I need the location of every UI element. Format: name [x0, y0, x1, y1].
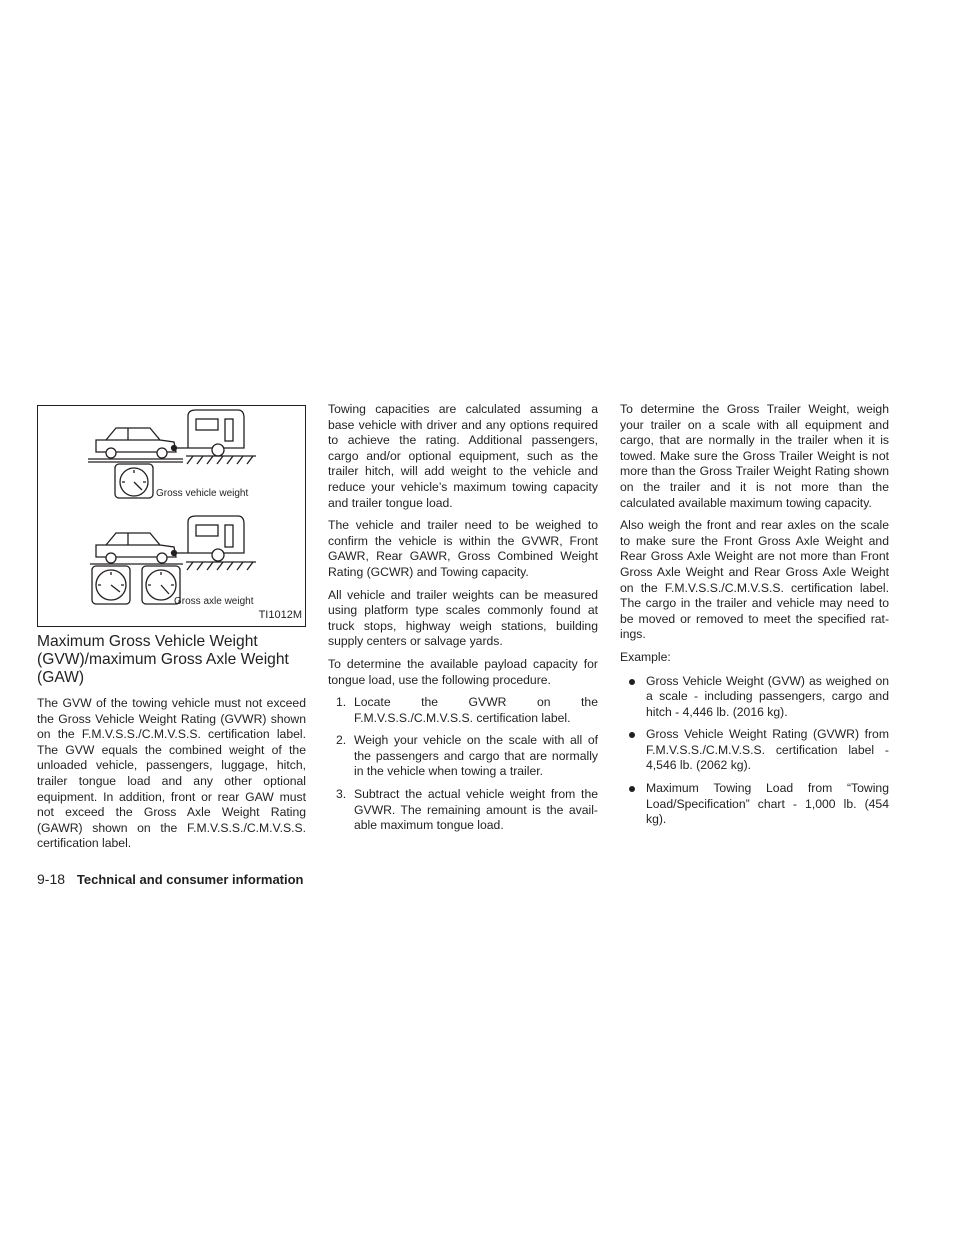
paragraph: To determine the Gross Trailer Weight, weigh your trailer on a scale with all equipment and cargo, that are normally in the trailer when it is towed. Make sure the Gross Trailer Weight is not more than the Gross Trailer Weight Rating shown on the trailer and it is not more than the calculated available maximum towing capacity.: [620, 402, 889, 510]
middle-column: [328, 402, 598, 841]
list-item: [328, 787, 598, 834]
paragraph: The GVW of the towing vehicle must not exceed the Gross Vehicle Weight Rating (GVWR) shown on the F.M.V.S.S./C.M.V.S.S. certification label. The GVW equals the combined weight of the unloaded vehicle, passengers, luggage, hitch, trailer tongue load and any other optional equipment. In addition, front or rear GAW must not exceed the Gross Axle Weight Rating (GAWR) shown on the F.M.V.S.S./C.M.V.S.S. certification label.: [37, 696, 306, 851]
page-number: 9-18: [37, 871, 66, 887]
section-name: Technical and consumer information: [76, 872, 304, 887]
list-item: [620, 727, 889, 774]
step-number: 3.: [336, 787, 347, 802]
section-title: Maximum Gross Vehicle Weight (GVW)/maximum Gross Axle Weight (GAW): [37, 633, 289, 686]
right-column: [620, 402, 889, 835]
bullet-icon: [629, 732, 635, 738]
example-label: Example:: [620, 649, 671, 664]
example-list: [620, 674, 889, 828]
bullet-text: Maximum Towing Load from “Towing Load/Specification” chart - 1,000 lb. (454 kg).: [646, 781, 889, 827]
procedure-steps: [328, 695, 598, 834]
step-text: Weigh your vehicle on the scale with all of the passengers and cargo that are normally in the vehicle when towing a trailer.: [354, 733, 598, 779]
list-item: [620, 781, 889, 828]
list-item: [620, 674, 889, 721]
weighing-illustration: [37, 405, 306, 627]
gross-vehicle-weight-label: Gross vehicle weight: [156, 488, 249, 499]
figure-id: TI1012M: [258, 609, 302, 622]
paragraph: The vehicle and trailer need to be weighed to confirm the vehicle is within the GVWR, Front GAWR, Rear GAWR, Gross Combined Weight Rating (GCWR) and Towing capacity.: [328, 518, 598, 579]
left-column: [37, 402, 306, 859]
bullet-icon: [629, 679, 635, 685]
paragraph: Also weigh the front and rear axles on the scale to make sure the Front Gross Axle Weight and Rear Gross Axle Weight are not more than Front Gross Axle Weight and Rear Gross Axle Weight on the F.M.V.S.S./C.M.V.S.S. certification label. The cargo in the trailer and vehicle may need to be moved or removed to meet the specified rat-ings.: [620, 518, 889, 642]
bullet-text: Gross Vehicle Weight Rating (GVWR) from F.M.V.S.S./C.M.V.S.S. certification label - 4,546 lb. (2062 kg).: [646, 727, 889, 773]
weighing-diagram: [38, 406, 305, 626]
step-text: Subtract the actual vehicle weight from the GVWR. The remaining amount is the avail-able maximum tongue load.: [354, 787, 598, 833]
paragraph: All vehicle and trailer weights can be measured using platform type scales commonly found at truck stops, highway weigh stations, building supply centers or salvage yards.: [328, 587, 598, 649]
step-text: Locate the GVWR on the F.M.V.S.S./C.M.V.S.S. certification label.: [354, 695, 598, 725]
list-item: [328, 695, 598, 726]
bullet-text: Gross Vehicle Weight (GVW) as weighed on a scale - including passengers, cargo and hitch - 4,446 lb. (2016 kg).: [646, 673, 889, 719]
bullet-icon: [629, 786, 635, 792]
paragraph: To determine the available payload capacity for tongue load, use the following procedure.: [328, 656, 598, 687]
gross-axle-weight-label: Gross axle weight: [174, 596, 254, 607]
step-number: 2.: [336, 733, 347, 748]
step-number: 1.: [336, 695, 347, 710]
paragraph: Towing capacities are calculated assuming a base vehicle with driver and any options required to achieve the rating. Additional passengers, cargo and/or optional equipment, such as the trailer hitch, will add weight to the vehicle and reduce your vehicle’s maximum towing capacity and trailer tongue load.: [328, 402, 598, 510]
list-item: [328, 733, 598, 780]
page-footer: [37, 871, 304, 888]
